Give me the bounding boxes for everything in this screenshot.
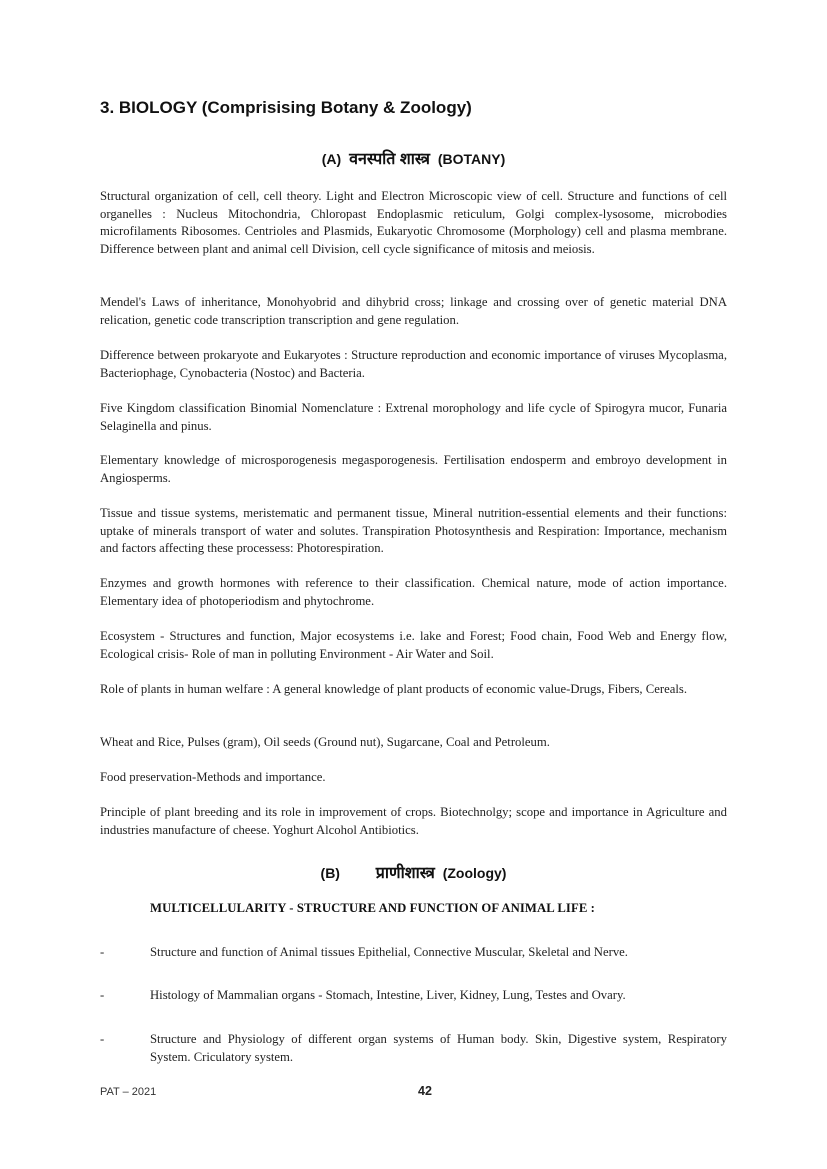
botany-paragraph-6: Tissue and tissue systems, meristematic and permanent tissue, Mineral nutrition-essential elements and their functions: uptake of minerals transport of water and solutes. Transpiration Photosynthesis and Respiration: Importance, mechanism and factors affecting these processess: Photorespiration. (100, 506, 727, 555)
zoology-bullet-3: Structure and Physiology of different organ systems of Human body. Skin, Digestive system, Respiratory System. Criculatory system. (150, 1032, 727, 1064)
footer-label: PAT – 2021 (100, 1086, 157, 1098)
bullet-dash: - (100, 988, 105, 1002)
zoology-bullet-1: Structure and function of Animal tissues Epithelial, Connective Muscular, Skeletal and Nerve. (150, 945, 628, 959)
botany-paragraph-7: Enzymes and growth hormones with reference to their classification. Chemical nature, mode of action importance. Elementary idea of photoperiodism and phytochrome. (100, 576, 727, 608)
section-a-prefix: (A) (321, 151, 342, 167)
botany-paragraph-8: Ecosystem - Structures and function, Major ecosystems i.e. lake and Forest; Food chain, Food Web and Energy flow, Ecological crisis- Role of man in polluting Environment - Air Water and Soil. (100, 629, 727, 661)
botany-paragraph-5: Elementary knowledge of microsporogenesis megasporogenesis. Fertilisation endosperm and embroyo development in Angiosperms. (100, 453, 727, 485)
botany-paragraph-1: Structural organization of cell, cell theory. Light and Electron Microscopic view of cell. Structure and functions of cell organelles : Nucleus Mitochondria, Chloropast Endoplasmic reticulum, Golgi complex-lysosome, microbodies microfilaments Ribosomes. Centrioles and Plasmids, Eukaryotic Chromosome (Morphology) cell and plasma membrane. Difference between plant and animal cell Division, cell cycle significance of mitosis and meiosis. (100, 189, 727, 256)
botany-paragraph-11: Food preservation-Methods and importance. (100, 770, 326, 784)
section-a-heading (100, 147, 727, 169)
page-title: 3. BIOLOGY (Comprisising Botany & Zoology) (100, 98, 472, 117)
zoology-bullet-2: Histology of Mammalian organs - Stomach, Intestine, Liver, Kidney, Lung, Testes and Ovary. (150, 988, 626, 1002)
section-b-heading (100, 861, 727, 883)
bullet-dash: - (100, 1032, 105, 1046)
botany-paragraph-3: Difference between prokaryote and Eukaryotes : Structure reproduction and economic importance of viruses Mycoplasma, Bacteriophage, Cynobacteria (Nostoc) and Bacteria. (100, 348, 727, 380)
section-a-hindi-title: वनस्पति शास्त्र (349, 151, 430, 168)
botany-paragraph-10: Wheat and Rice, Pulses (gram), Oil seeds (Ground nut), Sugarcane, Coal and Petroleum. (100, 735, 550, 749)
section-a-english-title: (BOTANY) (437, 151, 506, 167)
botany-paragraph-4: Five Kingdom classification Binomial Nomenclature : Extrenal morophology and life cycle of Spirogyra mucor, Funaria Selaginella and pinus. (100, 401, 727, 433)
section-b-english-title: (Zoology) (442, 865, 507, 881)
section-b-hindi-title: प्राणीशास्त्र (375, 865, 435, 882)
page-number: 42 (418, 1084, 432, 1098)
botany-paragraph-2: Mendel's Laws of inheritance, Monohyobrid and dihybrid cross; linkage and crossing over of genetic material DNA relication, genetic code transcription transcription and gene regulation. (100, 295, 727, 327)
botany-paragraph-9: Role of plants in human welfare : A general knowledge of plant products of economic value-Drugs, Fibers, Cereals. (100, 682, 687, 696)
zoology-subheading: MULTICELLULARITY - STRUCTURE AND FUNCTION OF ANIMAL LIFE : (150, 901, 595, 915)
bullet-dash: - (100, 945, 105, 959)
section-b-prefix: (B) (320, 865, 340, 881)
botany-paragraph-12: Principle of plant breeding and its role in improvement of crops. Biotechnolgy; scope and importance in Agriculture and industries manufacture of cheese. Yoghurt Alcohol Antibiotics. (100, 805, 727, 837)
